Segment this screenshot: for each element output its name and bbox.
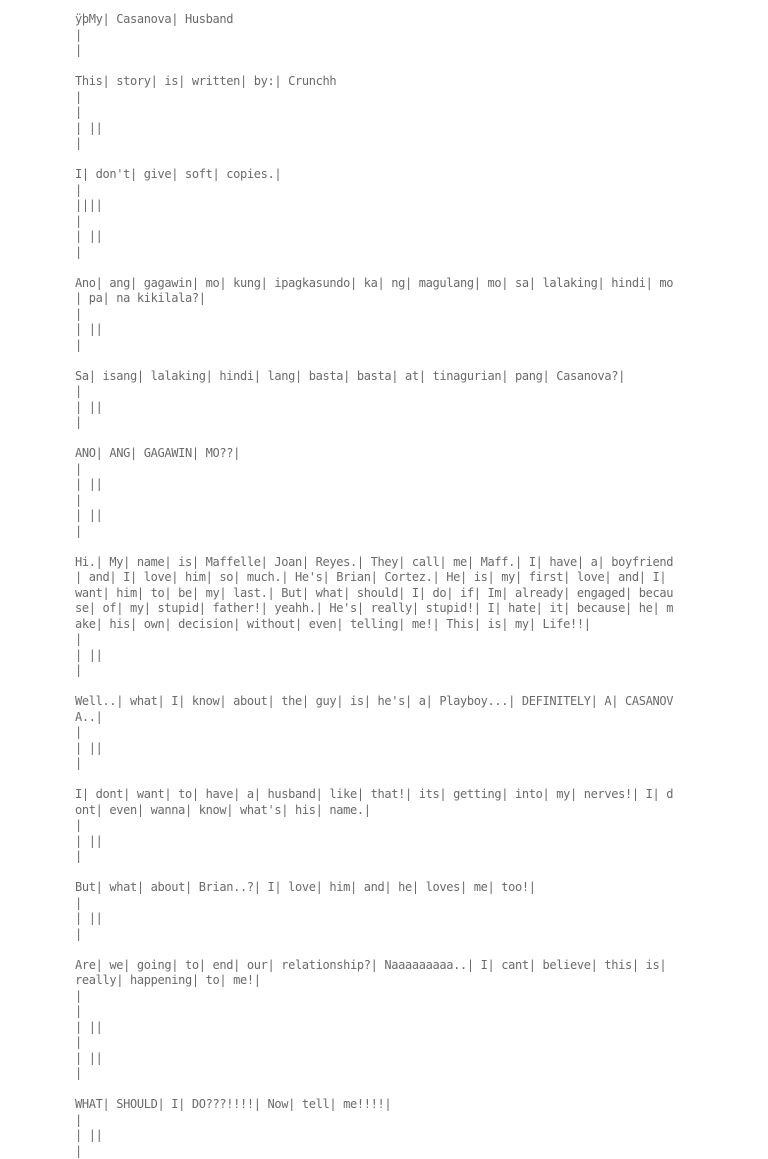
text-line: Ano| ang| gagawin| mo| kung| ipagkasundo| ka| ng| magulang| mo| sa| lalaking| hindi| mo| pa| na kikilala?| xyxy=(75,276,675,307)
text-line: I| dont| want| to| have| a| husband| like| that!| its| getting| into| my| nerves!| I| dont| even| wanna| know| what's| his| name.| xyxy=(75,787,675,818)
text-line xyxy=(75,865,675,881)
text-line: | || xyxy=(75,1020,675,1036)
text-line: | xyxy=(75,524,675,540)
text-line: | xyxy=(75,245,675,261)
text-line: | || xyxy=(75,834,675,850)
text-line: | || xyxy=(75,322,675,338)
text-line: | || xyxy=(75,508,675,524)
document-title: ÿþMy| Casanova| Husband xyxy=(75,12,675,28)
text-line xyxy=(75,353,675,369)
text-line: | || xyxy=(75,741,675,757)
text-line: | xyxy=(75,756,675,772)
text-line: ANO| ANG| GAGAWIN| MO??| xyxy=(75,446,675,462)
text-line: This| story| is| written| by:| Crunchh xyxy=(75,74,675,90)
text-line: | || xyxy=(75,477,675,493)
text-line: | xyxy=(75,28,675,44)
text-line xyxy=(75,772,675,788)
text-line: | xyxy=(75,90,675,106)
text-line xyxy=(75,152,675,168)
text-line: | xyxy=(75,1035,675,1051)
text-line: | || xyxy=(75,911,675,927)
text-line: Are| we| going| to| end| our| relationship?| Naaaaaaaaa..| I| cant| believe| this| is| really| happening| to| me!| xyxy=(75,958,675,989)
text-line: | xyxy=(75,43,675,59)
text-line: | || xyxy=(75,1051,675,1067)
text-line: WHAT| SHOULD| I| DO???!!!!| Now| tell| me!!!!| xyxy=(75,1097,675,1113)
text-line: | || xyxy=(75,1128,675,1144)
text-line: | xyxy=(75,1113,675,1129)
text-line: | || xyxy=(75,400,675,416)
text-line: | xyxy=(75,927,675,943)
text-line xyxy=(75,1082,675,1098)
document-page xyxy=(75,12,675,1159)
text-line xyxy=(75,59,675,75)
text-line: | xyxy=(75,183,675,199)
text-line: | xyxy=(75,307,675,323)
text-line: | xyxy=(75,1004,675,1020)
text-line: | || xyxy=(75,229,675,245)
text-line: | xyxy=(75,384,675,400)
text-line: Well..| what| I| know| about| the| guy| is| he's| a| Playboy...| DEFINITELY| A| CASANOVA..| xyxy=(75,694,675,725)
text-line: | xyxy=(75,849,675,865)
text-line: Sa| isang| lalaking| hindi| lang| basta| basta| at| tinagurian| pang| Casanova?| xyxy=(75,369,675,385)
text-line: But| what| about| Brian..?| I| love| him| and| he| loves| me| too!| xyxy=(75,880,675,896)
text-line: | xyxy=(75,493,675,509)
text-line: | xyxy=(75,462,675,478)
text-line xyxy=(75,260,675,276)
text-line: | xyxy=(75,818,675,834)
text-line xyxy=(75,539,675,555)
text-line: | xyxy=(75,136,675,152)
text-line: | || xyxy=(75,121,675,137)
text-line: |||| xyxy=(75,198,675,214)
text-line: | xyxy=(75,725,675,741)
text-line: I| don't| give| soft| copies.| xyxy=(75,167,675,183)
text-line: | xyxy=(75,663,675,679)
text-line xyxy=(75,679,675,695)
text-line xyxy=(75,431,675,447)
text-line: | xyxy=(75,1066,675,1082)
text-line: Hi.| My| name| is| Maffelle| Joan| Reyes.| They| call| me| Maff.| I| have| a| boyfriend| and| I| love| him| so| much.| He's| Brian| Cortez.| He| is| my| first| love| and| I| want| him| to| be| my| last.| But| what| should| I| do| if| Im| already| engaged| because| of| my| stupid| father!| yeahh.| He's| really| stupid!| I| hate| it| because| he| make| his| own| decision| without| even| telling| me!| This| is| my| Life!!| xyxy=(75,555,675,633)
text-line xyxy=(75,942,675,958)
text-line: | xyxy=(75,105,675,121)
text-line: | xyxy=(75,632,675,648)
text-line: | xyxy=(75,896,675,912)
text-line: | || xyxy=(75,648,675,664)
text-line: | xyxy=(75,989,675,1005)
text-line: | xyxy=(75,415,675,431)
text-line: | xyxy=(75,1144,675,1159)
text-line: | xyxy=(75,338,675,354)
text-line: | xyxy=(75,214,675,230)
